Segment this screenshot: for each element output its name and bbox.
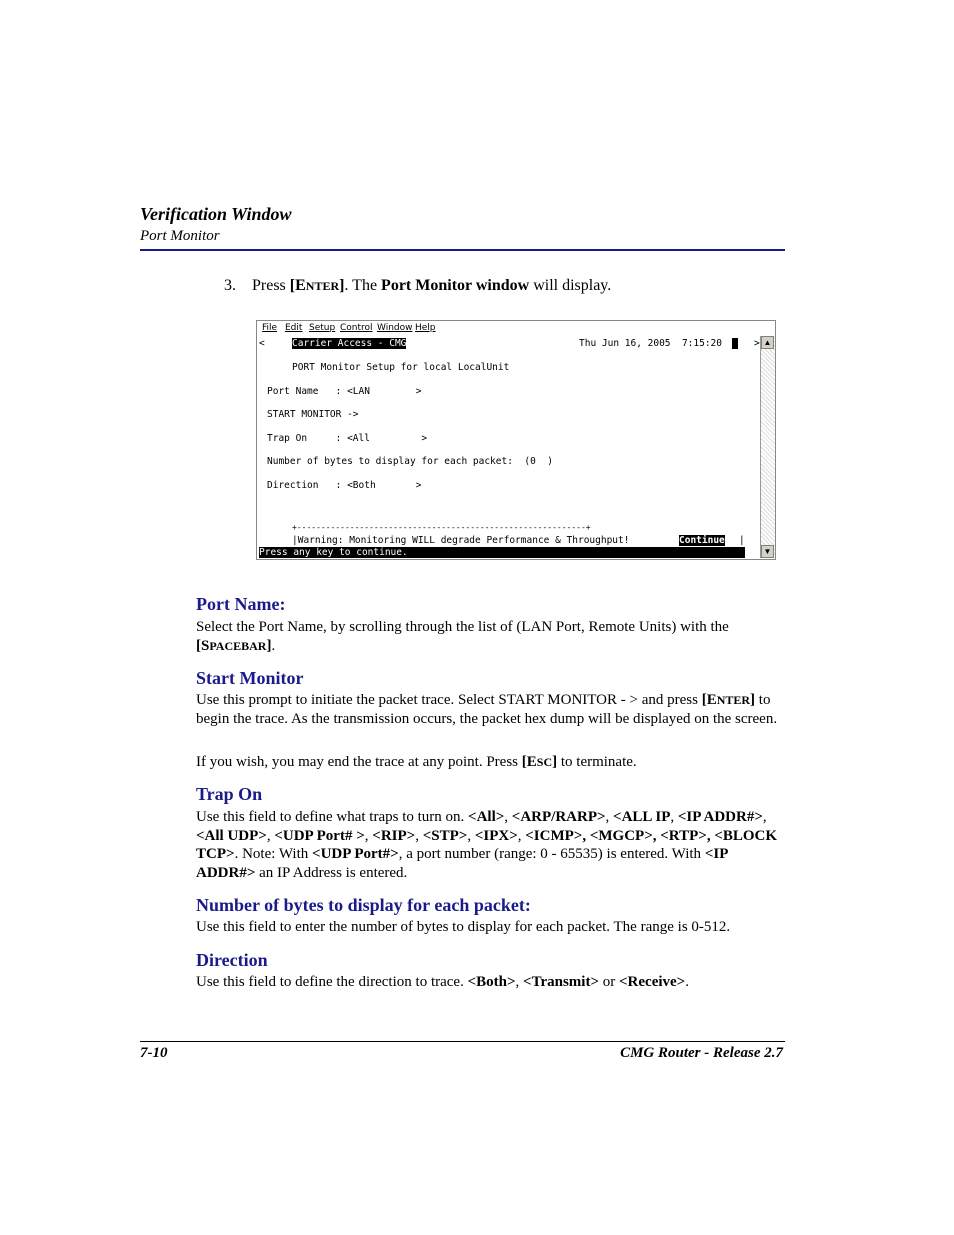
- header-rule: [140, 249, 785, 251]
- cursor: [732, 338, 738, 349]
- scroll-right-marker: >: [754, 338, 760, 349]
- menu-control[interactable]: Control: [340, 323, 373, 333]
- menu-file[interactable]: File: [262, 323, 278, 333]
- text: Use this prompt to initiate the packet trace. Select START MONITOR - > and press: [196, 692, 702, 708]
- menu-edit[interactable]: Edit: [285, 323, 303, 333]
- para-trap-on: [196, 808, 788, 882]
- scroll-down-icon[interactable]: ▼: [761, 545, 774, 558]
- text: Select the Port Name, by scrolling through the list of (LAN Port, Remote Units) with the: [196, 619, 729, 635]
- menu-bar: [257, 321, 775, 336]
- para-start-monitor-esc: [196, 753, 788, 772]
- product-release: CMG Router - Release 2.7: [620, 1045, 783, 1061]
- step-text-tail: will display.: [529, 277, 612, 294]
- sep: ,: [364, 827, 373, 844]
- text: , a port number (range: 0 - 65535) is entered. With: [398, 846, 705, 862]
- text: . Note: With: [234, 846, 313, 862]
- key-enter-small: NTER: [305, 279, 340, 293]
- warning-text: |Warning: Monitoring WILL degrade Performance & Throughput!: [292, 535, 630, 546]
- text: an IP Address is entered.: [255, 864, 408, 881]
- sep: ,: [415, 827, 423, 844]
- start-monitor-field[interactable]: START MONITOR ->: [267, 409, 359, 420]
- text: to begin the trace. As the transmission occurs, the packet hex dump will be displayed on the screen.: [196, 692, 778, 727]
- section-subtitle: Port Monitor: [140, 228, 220, 244]
- step-text-mid: . The: [344, 277, 382, 294]
- sep: ,: [504, 809, 512, 825]
- setup-line: PORT Monitor Setup for local LocalUnit: [292, 362, 510, 373]
- key-enter-close: ]: [750, 692, 756, 708]
- option: <UDP Port#>: [312, 846, 399, 862]
- dialog-right-edge: |: [739, 535, 745, 546]
- option: <RIP>: [372, 827, 416, 844]
- text: .: [685, 974, 689, 990]
- sep: ,: [670, 809, 678, 825]
- option: <IP ADDR#>: [196, 846, 728, 881]
- terminal-screen[interactable]: [259, 336, 759, 558]
- key-esc: [E: [521, 754, 537, 770]
- text: Use this field to define the direction to trace.: [196, 974, 468, 990]
- menu-setup[interactable]: Setup: [309, 323, 336, 333]
- sep: or: [599, 974, 619, 990]
- text: If you wish, you may end the trace at any point. Press: [196, 754, 522, 770]
- continue-button[interactable]: Continue: [679, 535, 725, 546]
- terminal-window: [256, 320, 776, 560]
- text: to terminate.: [557, 754, 637, 770]
- option: <STP>: [422, 827, 468, 844]
- option: <UDP Port# >: [274, 827, 365, 844]
- option: <ALL IP: [613, 809, 671, 825]
- terminal-title: Carrier Access - CMG: [292, 338, 407, 349]
- trap-on-field[interactable]: Trap On : <All >: [267, 433, 428, 444]
- sep: ,: [467, 827, 475, 844]
- step-window-name: Port Monitor window: [381, 277, 530, 294]
- step-3: [224, 277, 611, 295]
- heading-start-monitor: Start Monitor: [196, 668, 304, 688]
- menu-help[interactable]: Help: [415, 323, 436, 333]
- option: <Receive>: [619, 974, 686, 990]
- option: <IPX>: [474, 827, 518, 844]
- footer-rule: [140, 1041, 785, 1042]
- key-enter-small: NTER: [716, 693, 751, 707]
- sep: ,: [762, 809, 767, 825]
- option: <ICMP>, <MGCP>, <RTP>, <BLOCK TCP>: [196, 827, 778, 862]
- port-name-field[interactable]: Port Name : <LAN >: [267, 386, 422, 397]
- option: <All>: [468, 809, 505, 825]
- key-enter: [E: [701, 692, 717, 708]
- option: <Transmit>: [523, 974, 599, 990]
- scroll-left-marker: <: [259, 338, 265, 349]
- page-number: 7-10: [140, 1045, 168, 1061]
- heading-num-bytes: Number of bytes to display for each packet:: [196, 895, 531, 915]
- dialog-rule: +------------------------------------------------------------+: [292, 523, 591, 532]
- step-text: Press: [252, 277, 290, 294]
- heading-port-name: Port Name:: [196, 594, 286, 614]
- text: .: [271, 637, 276, 654]
- sep: ,: [605, 809, 614, 825]
- option: <Both>: [467, 974, 516, 990]
- sep: ,: [517, 827, 526, 844]
- sep: ,: [515, 974, 524, 990]
- para-port-name: [196, 618, 788, 655]
- key-esc-small: SC: [536, 755, 553, 769]
- para-start-monitor: [196, 691, 788, 728]
- num-bytes-field[interactable]: Number of bytes to display for each packet: (0 ): [267, 456, 553, 467]
- option: <ARP/RARP>: [511, 809, 606, 825]
- option: <IP ADDR#>: [677, 809, 763, 825]
- terminal-datetime: Thu Jun 16, 2005 7:15:20: [579, 338, 722, 349]
- option: <All UDP>: [196, 827, 267, 844]
- key-spacebar: [S: [196, 637, 210, 654]
- direction-field[interactable]: Direction : <Both >: [267, 480, 422, 491]
- section-title: Verification Window: [140, 204, 292, 224]
- para-num-bytes: Use this field to enter the number of bytes to display for each packet. The range is 0-512.: [196, 919, 731, 935]
- scroll-up-icon[interactable]: ▲: [761, 336, 774, 349]
- key-enter-close: ]: [339, 277, 345, 294]
- heading-trap-on: Trap On: [196, 784, 263, 804]
- key-spacebar-close: ]: [266, 637, 272, 654]
- key-spacebar-small: PACEBAR: [209, 638, 267, 653]
- key-enter: [E: [289, 277, 306, 294]
- step-number: 3.: [224, 277, 236, 294]
- heading-direction: Direction: [196, 950, 268, 970]
- menu-window[interactable]: Window: [377, 323, 413, 333]
- para-direction: [196, 973, 788, 992]
- text: Use this field to define what traps to turn on.: [196, 809, 469, 825]
- vertical-scrollbar[interactable]: [760, 336, 775, 558]
- key-esc-close: ]: [552, 754, 558, 770]
- status-bar: Press any key to continue.: [259, 547, 745, 558]
- sep: ,: [266, 827, 275, 844]
